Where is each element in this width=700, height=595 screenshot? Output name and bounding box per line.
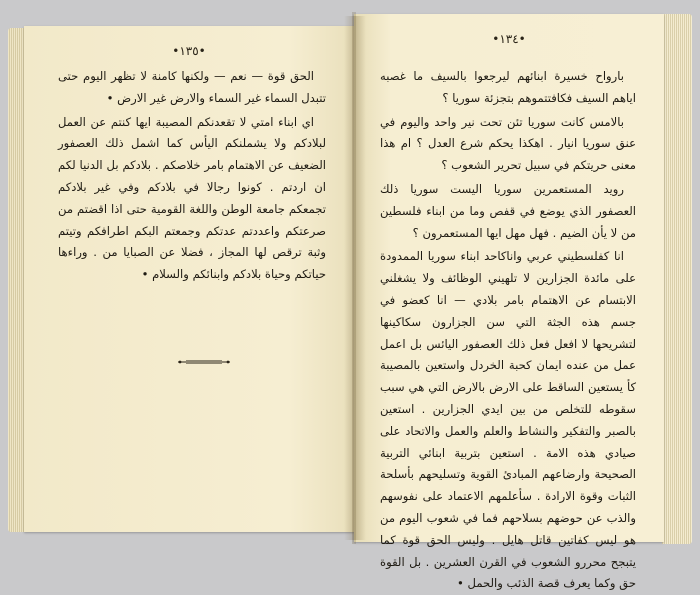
left-page	[24, 26, 354, 532]
right-page	[354, 14, 664, 591]
page-number: •١٣٤•	[492, 32, 526, 46]
spine-shadow	[352, 12, 356, 544]
page-body	[58, 66, 326, 286]
ornament-divider-icon	[176, 358, 232, 366]
page-body	[380, 66, 636, 595]
paragraph: انا كفلسطيني عربي واناكاحد ابناء سوريا الممدودة على مائدة الجزارين لا تلهيني الوظائف ولا يشغلني الابتسام عن الاهتمام بامر بلادي — انا كعضو في جسم هذه الجثة التي سن الجزارون سكاكينها لتشريحها لا افعل فعل ذلك العصفور اليائس بل اعمل عمل من عنده ايمان كحبة الخردل واستعين بالمصيبة كأ يستعين الساقط على الارض بالارض التي هي سبب سقوطه للتخلص من بين ايدي الجزارين . استعين بالصبر والتفكير والنشاط والعلم والعمل والاتحاد على صيادي هذه الامة . استعين بتربية ابنائي التربية الصحيحة وارضاعهم المبادئ القوية وتسليحهم بأسلحة الثبات وقوة الارادة . سأعلمهم الاعتماد على نفوسهم والذب عن حوضهم بسلاحهم فما في شعوب اليوم من هو ليس كفاتين قاتل هايل . وليس الحق قوة كما يتبجح محررو الشعوب في القرن العشرين . بل القوة حق وكما يعرف قصة الذئب والحمل •	[380, 249, 636, 591]
open-book	[8, 4, 692, 591]
page-number: •١٣٥•	[172, 44, 206, 58]
paragraph: بالامس كانت سوريا تئن تحت نير واحد واليوم في عنق سوريا انيار . اهكذا يحكم شرع العدل ؟ ام هذا معنى حريتكم في سبيل تحرير الشعوب ؟	[380, 114, 636, 173]
paragraph: الحق قوة — نعم — ولكنها كامنة لا تظهر اليوم حتى تتبدل السماء غير السماء والارض غير الارض •	[58, 69, 326, 105]
paragraph: رويد المستعمرين سوريا اليست سوريا ذلك العصفور الذي يوضع في قفص وما من ابناء فلسطين من لا يأن الضيم . فهل مهل ايها المستعمرون ؟	[380, 181, 636, 240]
page-block-edge-right	[662, 14, 692, 544]
paragraph: اي ابناء امتي لا تقعدنكم المصيبة ايها كنتم عن العمل لبلادكم ولا يشملنكم اليأس كما اشمل ذلك العصفور الضعيف عن الاهتمام بامر خلاصكم . بلادكم بل الدنيا لكم ان اردتم . كونوا رجالا في بلادكم وفي غير بلادكم تجمعكم جامعة الوطن واللغة القومية حتى اذا اقضتم من صرعتكم واعددتم عدتكم وجمعتم البكم اطرافكم وتيتم وثبة ترقص لها المجاز ، فضلا عن الصبايا من . وراءها حياتكم وحياة بلادكم وابنائكم والسلام •	[58, 114, 326, 282]
paragraph: بارواح خسيرة ابنائهم ليرجعوا بالسيف ما غصبه اياهم السيف فكافتتموهم بتجزئة سوريا ؟	[380, 69, 636, 105]
